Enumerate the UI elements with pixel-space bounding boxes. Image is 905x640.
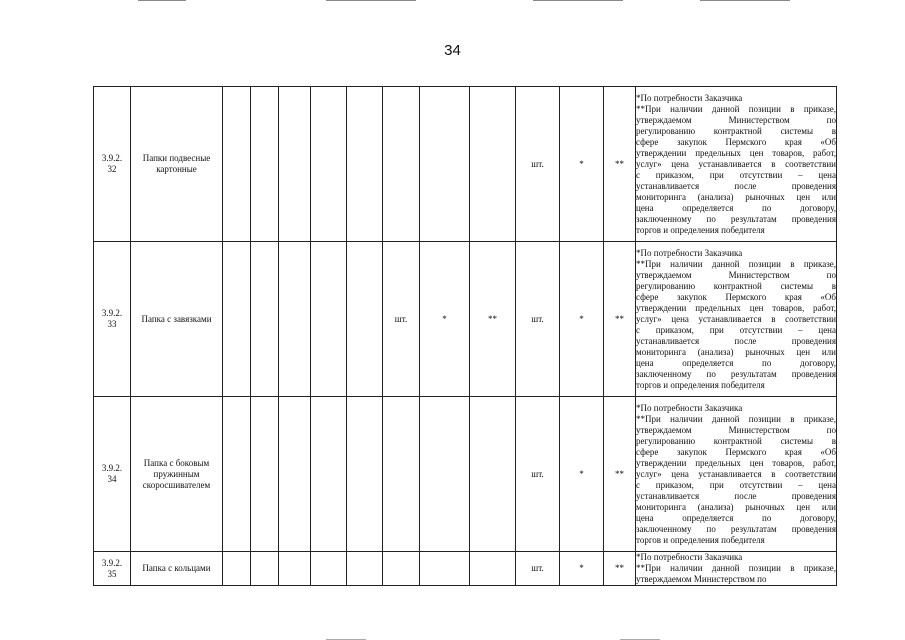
note-cell bbox=[636, 397, 837, 552]
note-line: торгов и определения победителя bbox=[636, 379, 765, 390]
top-rule bbox=[700, 0, 790, 1]
note-line: цена определяется по договору, bbox=[636, 202, 836, 213]
note-line: заключенному по результатам проведения bbox=[636, 523, 836, 534]
note-line: заключенному по результатам проведения bbox=[636, 368, 836, 379]
note-line: **При наличии данной позиции в приказе, bbox=[636, 563, 836, 573]
price-cell-b: ** bbox=[604, 397, 636, 552]
unit-cell-a: шт. bbox=[383, 242, 420, 397]
empty-cell bbox=[347, 242, 383, 397]
empty-cell bbox=[311, 242, 347, 397]
note-line: регулированию контрактной системы в bbox=[636, 125, 836, 136]
item-name-cell: Папки подвесные картонные bbox=[131, 87, 223, 242]
price-cell-a bbox=[470, 552, 516, 586]
item-name-cell: Папка с кольцами bbox=[131, 552, 223, 586]
table-row bbox=[94, 552, 837, 586]
note-line: *По потребности Заказчика bbox=[636, 552, 743, 562]
top-rule bbox=[533, 0, 623, 1]
item-name-cell: Папка с завязками bbox=[131, 242, 223, 397]
price-cell-b: ** bbox=[604, 87, 636, 242]
item-number-cell: 3.9.2. 32 bbox=[94, 87, 131, 242]
note-line: устанавливается после проведения bbox=[636, 180, 836, 191]
note-line: мониторинга (анализа) рыночных цен или bbox=[636, 191, 836, 202]
empty-cell bbox=[223, 397, 251, 552]
note-line: регулированию контрактной системы в bbox=[636, 435, 836, 446]
empty-cell bbox=[279, 242, 311, 397]
note-line: услуг» цена устанавливается в соответствии bbox=[636, 158, 836, 169]
table-row bbox=[94, 87, 837, 242]
empty-cell bbox=[251, 242, 279, 397]
note-line: утверждении предельных цен товаров, работ, bbox=[636, 147, 836, 158]
note-line: сфере закупок Пермского края «Об bbox=[636, 446, 836, 457]
note-line: *По потребности Заказчика bbox=[636, 247, 743, 258]
qty-cell-a bbox=[420, 397, 470, 552]
unit-cell-a bbox=[383, 552, 420, 586]
table-row bbox=[94, 397, 837, 552]
note-line: *По потребности Заказчика bbox=[636, 402, 743, 413]
note-line: услуг» цена устанавливается в соответствии bbox=[636, 313, 836, 324]
note-line: устанавливается после проведения bbox=[636, 335, 836, 346]
empty-cell bbox=[223, 87, 251, 242]
price-cell-a: ** bbox=[470, 242, 516, 397]
note-line: устанавливается после проведения bbox=[636, 490, 836, 501]
table-row bbox=[94, 242, 837, 397]
note-line: заключенному по результатам проведения bbox=[636, 213, 836, 224]
unit-cell-b: шт. bbox=[516, 552, 560, 586]
price-cell-b: ** bbox=[604, 242, 636, 397]
note-line: утверждении предельных цен товаров, работ, bbox=[636, 457, 836, 468]
qty-cell-b: * bbox=[560, 397, 604, 552]
qty-cell-a: * bbox=[420, 242, 470, 397]
note-line: *По потребности Заказчика bbox=[636, 92, 743, 103]
unit-cell-b: шт. bbox=[516, 397, 560, 552]
top-rule bbox=[326, 0, 416, 1]
empty-cell bbox=[311, 87, 347, 242]
note-line: с приказом, при отсутствии – цена bbox=[636, 479, 836, 490]
item-number-cell: 3.9.2. 34 bbox=[94, 397, 131, 552]
empty-cell bbox=[279, 87, 311, 242]
unit-cell-b: шт. bbox=[516, 87, 560, 242]
price-cell-b: ** bbox=[604, 552, 636, 586]
empty-cell bbox=[347, 552, 383, 586]
qty-cell-b: * bbox=[560, 552, 604, 586]
note-line: **При наличии данной позиции в приказе, bbox=[636, 413, 836, 424]
unit-cell-b: шт. bbox=[516, 242, 560, 397]
note-cell bbox=[636, 242, 837, 397]
note-line: регулированию контрактной системы в bbox=[636, 280, 836, 291]
note-cell bbox=[636, 87, 837, 242]
note-line: цена определяется по договору, bbox=[636, 512, 836, 523]
empty-cell bbox=[347, 397, 383, 552]
note-line: **При наличии данной позиции в приказе, bbox=[636, 103, 836, 114]
note-line: торгов и определения победителя bbox=[636, 224, 765, 235]
price-cell-a bbox=[470, 397, 516, 552]
unit-cell-a bbox=[383, 87, 420, 242]
note-line: с приказом, при отсутствии – цена bbox=[636, 169, 836, 180]
page-number: 34 bbox=[444, 42, 461, 59]
empty-cell bbox=[311, 397, 347, 552]
note-cell bbox=[636, 552, 837, 586]
empty-cell bbox=[251, 552, 279, 586]
empty-cell bbox=[223, 552, 251, 586]
qty-cell-b: * bbox=[560, 87, 604, 242]
empty-cell bbox=[279, 397, 311, 552]
note-line: утверждаемом Министерством по bbox=[636, 114, 836, 125]
unit-cell-a bbox=[383, 397, 420, 552]
specification-table bbox=[93, 86, 837, 586]
empty-cell bbox=[347, 87, 383, 242]
empty-cell bbox=[223, 242, 251, 397]
top-rule bbox=[138, 0, 186, 1]
item-number-cell: 3.9.2. 33 bbox=[94, 242, 131, 397]
note-line: мониторинга (анализа) рыночных цен или bbox=[636, 501, 836, 512]
note-line: утверждаемом Министерством по bbox=[636, 269, 836, 280]
note-line: утверждении предельных цен товаров, работ, bbox=[636, 302, 836, 313]
note-line: цена определяется по договору, bbox=[636, 357, 836, 368]
note-line: утверждаемом Министерством по bbox=[636, 424, 836, 435]
empty-cell bbox=[311, 552, 347, 586]
qty-cell-a bbox=[420, 87, 470, 242]
empty-cell bbox=[279, 552, 311, 586]
qty-cell-a bbox=[420, 552, 470, 586]
note-line: с приказом, при отсутствии – цена bbox=[636, 324, 836, 335]
empty-cell bbox=[251, 87, 279, 242]
note-line: утверждаемом Министерством по bbox=[636, 574, 767, 584]
note-line: сфере закупок Пермского края «Об bbox=[636, 291, 836, 302]
note-line: услуг» цена устанавливается в соответствии bbox=[636, 468, 836, 479]
note-line: торгов и определения победителя bbox=[636, 534, 765, 545]
price-cell-a bbox=[470, 87, 516, 242]
note-line: мониторинга (анализа) рыночных цен или bbox=[636, 346, 836, 357]
empty-cell bbox=[251, 397, 279, 552]
item-number-cell: 3.9.2. 35 bbox=[94, 552, 131, 586]
note-line: **При наличии данной позиции в приказе, bbox=[636, 258, 836, 269]
note-line: сфере закупок Пермского края «Об bbox=[636, 136, 836, 147]
item-name-cell: Папка с боковым пружинным скоросшивателем bbox=[131, 397, 223, 552]
qty-cell-b: * bbox=[560, 242, 604, 397]
